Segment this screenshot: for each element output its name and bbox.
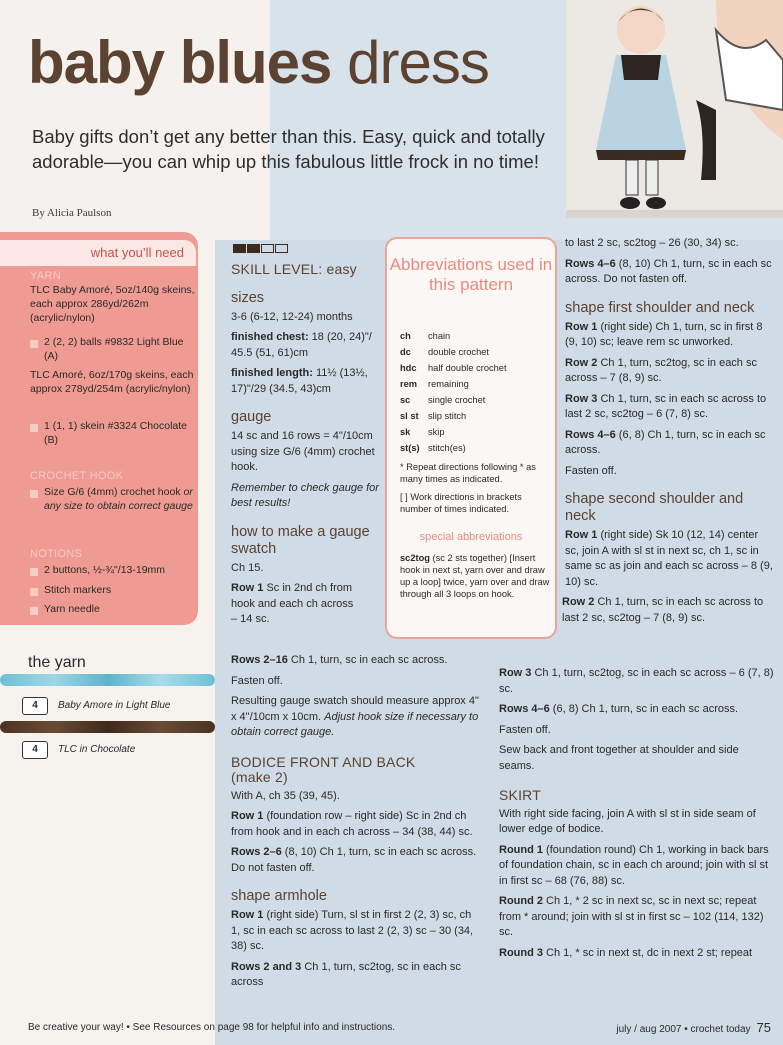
fs-row2: Row 2 Ch 1, turn, sc2tog, sc in each sc across – 7 (8, 9) sc. [565,356,757,384]
abbreviations-box [385,237,557,639]
abbr-note: [ ] Work directions in brackets number of times indicated. [400,492,522,514]
yarn2-text: TLC Amoré, 6oz/170g skeins, each approx 278yd/254m (acrylic/nylon) [30,369,194,395]
column-3 [562,236,775,631]
abbr-item: rem remaining [400,379,469,389]
swatch-fasten: Fasten off. [231,674,283,687]
checkbox-icon [30,490,38,498]
column-3b [499,666,775,966]
sizes-text: 3-6 (6-12, 12-24) months [231,310,353,323]
checkbox-icon [30,588,38,596]
sc2tog-text: sc2tog (sc 2 sts together) [Insert hook in next st, yarn over and draw up a loop] twice, yarn over and draw through all 3 loops on hook. [400,553,550,599]
fs-fasten: Fasten off. [565,464,617,477]
checkbox-icon [30,568,38,576]
yarn2-amount: 1 (1, 1) skein #3324 Chocolate (B) [44,420,188,446]
notion-item: Stitch markers [44,584,112,596]
abbr-item: st(s) stitch(es) [400,443,466,453]
fs-row1: Row 1 (right side) Ch 1, turn, sc in first 8 (9, 10) sc; leave rem sc unworked. [565,320,763,348]
abbr-item: hdc half double crochet [400,363,507,373]
footer-issue: july / aug 2007 • crochet today 75 [616,1020,771,1035]
fs-row3: Row 3 Ch 1, turn, sc in each sc across to last 2 sc, sc2tog – 6 (7, 8) sc. [565,392,767,420]
swatch-heading: how to make a gauge swatch [231,523,370,557]
abbr-item: dc double crochet [400,347,489,357]
cont-text: to last 2 sc, sc2tog – 26 (30, 34) sc. [565,237,739,249]
hook-text: Size G/6 (4mm) crochet hook or any size to obtain correct gauge [44,486,193,512]
byline: By Alicia Paulson [32,207,112,219]
footer-note: Be creative your way! • See Resources on page 98 for helpful info and instructions. [28,1022,396,1033]
rows-4-6: Rows 4–6 (8, 10) Ch 1, turn, sc in each sc across. Do not fasten off. [565,257,772,285]
skirt-heading: SKIRT [499,787,541,803]
sizes-heading: sizes [231,289,265,306]
abbr-item: sc single crochet [400,395,486,405]
sew-text: Sew back and front together at shoulder and side seams. [499,744,739,772]
skill-level-icon [233,240,289,258]
yarn-weight-icon: 4 [22,741,48,759]
yarn-strand-brown [0,721,215,733]
bodice-start: With A, ch 35 (39, 45). [231,789,340,802]
gauge-text: 14 sc and 16 rows = 4"/10cm using size G/6 (4mm) crochet hook. [231,430,375,473]
yarn-section-title: the yarn [28,654,86,671]
page-title: baby blues dress [28,29,489,96]
yarn1-text: TLC Baby Amoré, 5oz/140g skeins, each approx 286yd/262m (acrylic/nylon) [30,284,195,324]
page-number: 75 [756,1020,771,1035]
chest-text: finished chest: 18 (20, 24)"/ 45.5 (51, 61)cm [231,331,372,359]
baby-photo [566,0,783,218]
ss-row1: Row 1 (right side) Sk 10 (12, 14) center sc, join A with sl st in next sc, ch 1, sc in same sc as join and each sc across – 8 (9, 10) sc. [565,529,773,588]
checkbox-icon [30,340,38,348]
yarn1-label: Baby Amore in Light Blue [58,700,171,711]
ss-row3: Row 3 Ch 1, turn, sc2tog, sc in each sc across – 6 (7, 8) sc. [499,667,774,695]
abbr-note: * Repeat directions following * as many times as indicated. [400,462,536,484]
checkbox-icon [30,424,38,432]
abbreviations-title: Abbreviations used in this pattern [389,255,553,294]
notions-label: NOTIONS [30,548,83,560]
gauge-heading: gauge [231,409,272,425]
yarn-strand-blue [0,674,215,686]
yarn1-amount: 2 (2, 2) balls #9832 Light Blue (A) [44,336,184,362]
armhole-row1: Row 1 (right side) Turn, sl st in first 2 (2, 3) sc, ch 1, sc in each sc across to last 2 (2, 3) sc – 30 (34, 38) sc. [231,909,474,952]
intro-text: Baby gifts don’t get any better than this. Easy, quick and totally adorable—you can whip up this fabulous little frock in no time! [32,126,545,172]
special-abbr-heading: special abbreviations [419,531,523,543]
swatch-ch: Ch 15. [231,561,264,574]
notion-item: Yarn needle [44,603,100,615]
abbr-item: sk skip [400,427,445,437]
materials-header: what you’ll need [0,240,196,266]
checkbox-icon [30,607,38,615]
yarn-label: YARN [30,270,61,282]
second-shoulder-heading: shape second shoulder and neck [565,491,744,524]
notion-item: 2 buttons, ½-¾"/13-19mm [44,564,166,576]
gauge-note: Remember to check gauge for best results! [231,481,379,509]
armhole-heading: shape armhole [231,888,327,904]
swatch-rows: Rows 2–16 Ch 1, turn, sc in each sc across. [231,654,448,666]
skirt-text: With right side facing, join A with sl st in side seam of lower edge of bodice. [499,807,756,835]
hook-label: CROCHET HOOK [30,470,124,482]
length-text: finished length: 11½ (13½, 17)"/29 (34.5, 43)cm [231,367,368,395]
swatch-row1: Row 1 Sc in 2nd ch from hook and each ch across – 14 sc. [231,582,354,625]
armhole-rows: Rows 2 and 3 Ch 1, turn, sc2tog, sc in each sc across [231,960,461,988]
bodice-row1: Row 1 (foundation row – right side) Sc in 2nd ch from hook and in each ch across – 34 (38, 44) sc. [231,810,473,838]
round1: Round 1 (foundation round) Ch 1, working in back bars of foundation chain, sc in each ch around; join with sl st in first sc – 68 (76, 88) sc. [499,843,769,887]
skill-level: SKILL LEVEL: easy [231,261,357,277]
abbr-item: sl st slip stitch [400,411,467,421]
fs-rows46: Rows 4–6 (6, 8) Ch 1, turn, sc in each sc across. [565,428,766,456]
abbr-item: ch chain [400,331,451,341]
yarn-weight-icon: 4 [22,697,48,715]
ss-row2: Row 2 Ch 1, turn, sc in each sc across to last 2 sc, sc2tog – 7 (8, 9) sc. [562,596,764,624]
column-1 [231,262,381,633]
ss-rows46: Rows 4–6 (6, 8) Ch 1, turn, sc in each sc across. [499,703,739,715]
swatch-result: Resulting gauge swatch should measure approx 4" x 4"/10cm x 10cm. Adjust hook size if necessary to obtain correct gauge. [231,695,479,738]
yarn2-label: TLC in Chocolate [58,744,136,755]
column-1b [231,653,481,996]
round3: Round 3 Ch 1, * sc in next st, dc in next 2 st; repeat [499,946,753,959]
ss-fasten: Fasten off. [499,723,551,736]
round2: Round 2 Ch 1, * 2 sc in next sc, sc in next sc; repeat from * around; join with sl st in first sc – 102 (114, 132) sc. [499,895,764,938]
bodice-heading: BODICE FRONT AND BACK (make 2) [231,753,416,785]
bodice-rows: Rows 2–6 (8, 10) Ch 1, turn, sc in each sc across. Do not fasten off. [231,846,477,874]
first-shoulder-heading: shape first shoulder and neck [565,299,755,316]
